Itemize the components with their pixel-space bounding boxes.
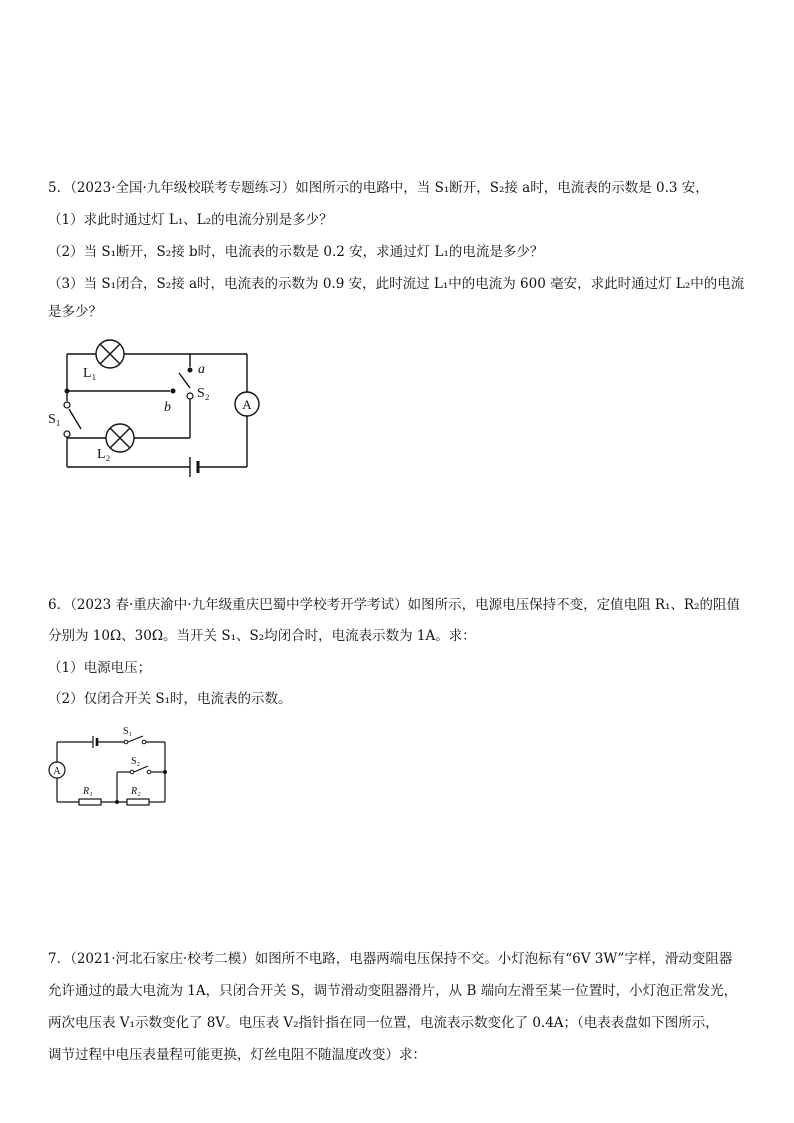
ammeter-icon <box>49 762 65 778</box>
question-5-part-1: （1）求此时通过灯 L₁、L₂的电流分别是多少？ <box>48 212 333 228</box>
switch-2-label: S₂ <box>131 756 141 767</box>
switch-2-contact-2 <box>147 770 151 774</box>
question-6-stem-cont: 分别为 10Ω、30Ω。当开关 S₁、S₂均闭合时，电流表示数为 1A。求： <box>48 628 476 644</box>
ammeter-icon <box>235 392 259 416</box>
contact-a-label: a <box>198 362 205 377</box>
question-5-part-3-cont: 是多少？ <box>48 304 102 320</box>
switch-1-contact <box>124 740 128 744</box>
question-7-stem-cont-1: 允许通过的最大电流为 1A，只闭合开关 S，调节滑动变阻器滑片，从 B 端向左滑至某一位置时，小灯泡正常发光， <box>48 983 738 999</box>
question-6-part-2: （2）仅闭合开关 S₁时，电流表的示数。 <box>48 691 292 707</box>
switch-1-label: S₁ <box>123 726 133 737</box>
switch-2-label: S₂ <box>197 386 210 401</box>
question-7-stem: 7．（2021·河北石家庄·校考二模）如图所不电路，电器两端电压保持不交。小灯泡标有“6V 3W”字样，滑动变阻器 <box>48 951 733 967</box>
lamp-1-label: L₁ <box>83 366 97 381</box>
switch-1-contact-top <box>64 402 70 408</box>
switch-1-label: S₁ <box>48 412 61 427</box>
question-6-part-1: （1）电源电压； <box>48 660 152 676</box>
switch-2-contact <box>130 770 134 774</box>
question-5-part-2: （2）当 S₁断开，S₂接 b时，电流表的示数是 0.2 安，求通过灯 L₁的电流是多少？ <box>48 244 544 260</box>
resistor-1-label: R₁ <box>83 786 93 797</box>
resistor-2-icon <box>127 799 149 805</box>
circuit-diagram-6 <box>45 722 175 812</box>
circuit-diagram-5 <box>40 335 270 490</box>
switch-1-contact-bottom <box>64 431 70 437</box>
junction-dot <box>115 800 119 804</box>
ammeter-label: A <box>53 766 61 777</box>
contact-b-label: b <box>164 400 171 415</box>
contact-a-dot <box>188 368 193 373</box>
resistor-1-icon <box>79 799 101 805</box>
contact-b-dot <box>171 389 176 394</box>
resistor-2-label: R₂ <box>131 786 141 797</box>
question-7-stem-cont-2: 两次电压表 V₁示数变化了 8V。电压表 V₂指针指在同一位置，电流表示数变化了 0.4A；（电表表盘如下图所示， <box>48 1015 719 1031</box>
switch-1-contact-2 <box>142 740 146 744</box>
junction-dot <box>65 389 70 394</box>
question-7-stem-cont-3: 调节过程中电压表量程可能更换，灯丝电阻不随温度改变）求： <box>48 1047 426 1063</box>
lamp-1-icon <box>96 340 124 368</box>
question-5-part-3: （3）当 S₁闭合，S₂接 a时，电流表的示数为 0.9 安，此时流过 L₁中的电流为 600 毫安，求此时通过灯 L₂中的电流 <box>48 276 745 292</box>
ammeter-label: A <box>242 397 252 412</box>
question-5-stem: 5．（2023·全国·九年级校联考专题练习）如图所示的电路中，当 S₁断开，S₂接 a时，电流表的示数是 0.3 安， <box>48 180 709 196</box>
switch-2-pivot <box>187 393 193 399</box>
junction-dot <box>163 770 167 774</box>
question-6-stem: 6．（2023 春·重庆渝中·九年级重庆巴蜀中学校考开学考试）如图所示，电源电压保持不变，定值电阻 R₁、R₂的阻值 <box>48 597 741 613</box>
lamp-2-label: L₂ <box>97 447 111 462</box>
